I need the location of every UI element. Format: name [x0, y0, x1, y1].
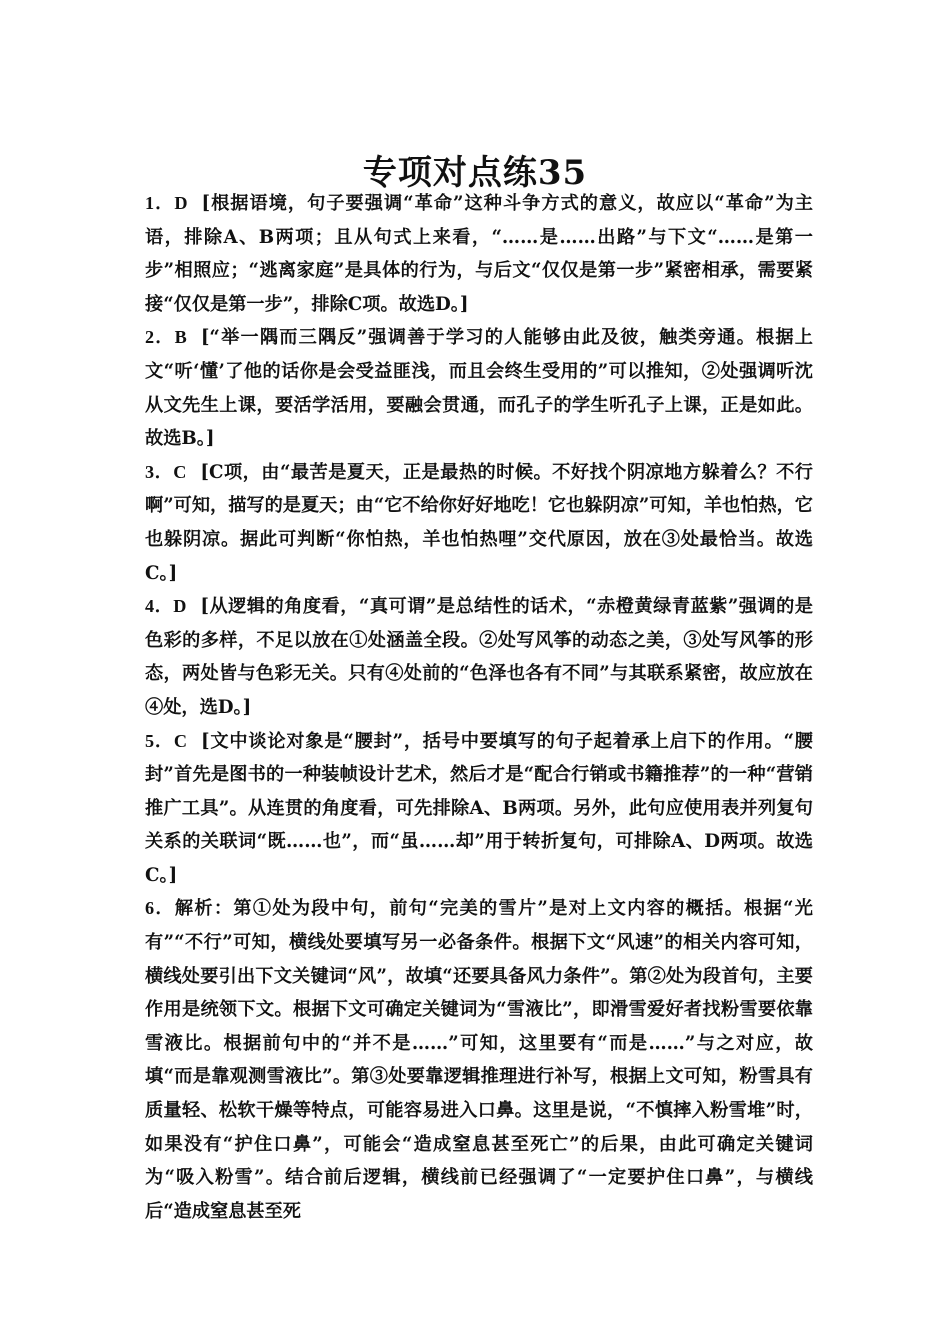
item-number: 4． [145, 596, 174, 617]
item-number: 5． [145, 730, 174, 751]
answer-explanation: [文中谈论对象是“腰封”，括号中要填写的句子起着承上启下的作用。“腰封”首先是图书的一种装帧设计艺术，然后才是“配合行销或书籍推荐”的一种“营销推广工具”。从连贯的角度看，可先排除A、B两项。另外，此句应使用表并列复句关系的关联词“既……也”，而“虽……却”用于转折复句，可排除A、D两项。故选C。] [145, 730, 813, 886]
answer-item-1 [145, 187, 813, 321]
answer-item-5 [145, 725, 813, 893]
page-title: 专项对点练35 [362, 152, 588, 193]
answer-item-3 [145, 456, 813, 590]
answer-explanation: [C项，由“最苦是夏天，正是最热的时候。不好找个阴凉地方躲着么？不行啊”可知，描写的是夏天；由“它不给你好好地吃！它也躲阴凉”可知，羊也怕热，它也躲阴凉。据此可判断“你怕热，羊也怕热哩”交代原因，放在③处最恰当。故选C。] [145, 461, 813, 584]
item-number: 2． [145, 327, 175, 348]
answer-explanation: [从逻辑的角度看，“真可谓”是总结性的话术，“赤橙黄绿青蓝紫”强调的是色彩的多样，不足以放在①处涵盖全段。②处写风筝的动态之美，③处写风筝的形态，两处皆与色彩无关。只有④处前的“色泽也各有不同”与其联系紧密，故应放在④处，选D。] [145, 596, 813, 718]
item-number: 6． [145, 898, 175, 919]
answer-choice: D [174, 193, 188, 213]
analysis-label: 解析： [174, 898, 234, 920]
answer-explanation: [“举一隅而三隅反”强调善于学习的人能够由此及彼，触类旁通。根据上文“听‘懂’了他的话你是会受益匪浅，而且会终生受用的”可以推知，②处强调听沈从文先生上课，要活学活用，要融会贯通，而孔子的学生听孔子上课，正是如此。故选B。] [145, 327, 813, 450]
answer-item-4 [145, 590, 813, 724]
answer-list [145, 187, 813, 1228]
answer-explanation: 第①处为段中句，前句“完美的雪片”是对上文内容的概括。根据“光有”“不行”可知，横线处要填写另一必备条件。根据下文“风速”的相关内容可知，横线处要引出下文关键词“风”，故填“还要具备风力条件”。第②处为段首句，主要作用是统领下文。根据下文可确定关键词为“雪液比”，即滑雪爱好者找粉雪要依靠雪液比。根据前句中的“并不是……”可知，这里要有“而是……”与之对应，故填“而是靠观测雪液比”。第③处要靠逻辑推理进行补写，根据上文可知，粉雪具有质量轻、松软干燥等特点，可能容易进入口鼻。这里是说，“不慎摔入粉雪堆”时，如果没有“护住口鼻”，可能会“造成窒息甚至死亡”的后果，由此可确定关键词为“吸入粉雪”。结合前后逻辑，横线前已经强调了“一定要护住口鼻”，与横线后“造成窒息甚至死 [145, 898, 813, 1222]
answer-explanation: [根据语境，句子要强调“革命”这种斗争方式的意义，故应以“革命”为主语，排除A、B两项；且从句式上来看，“……是……出路”与下文“……是第一步”相照应；“逃离家庭”是具体的行为，与后文“仅仅是第一步”紧密相承，需要紧接“仅仅是第一步”，排除C项。故选D。] [145, 193, 813, 315]
answer-choice: C [173, 730, 188, 751]
answer-item-2 [145, 321, 813, 455]
answer-item-6 [145, 892, 813, 1228]
item-number: 1． [145, 193, 175, 213]
answer-choice: D [173, 596, 187, 617]
answer-choice: B [174, 327, 187, 348]
answer-choice: C [173, 461, 187, 482]
item-number: 3． [145, 461, 174, 482]
